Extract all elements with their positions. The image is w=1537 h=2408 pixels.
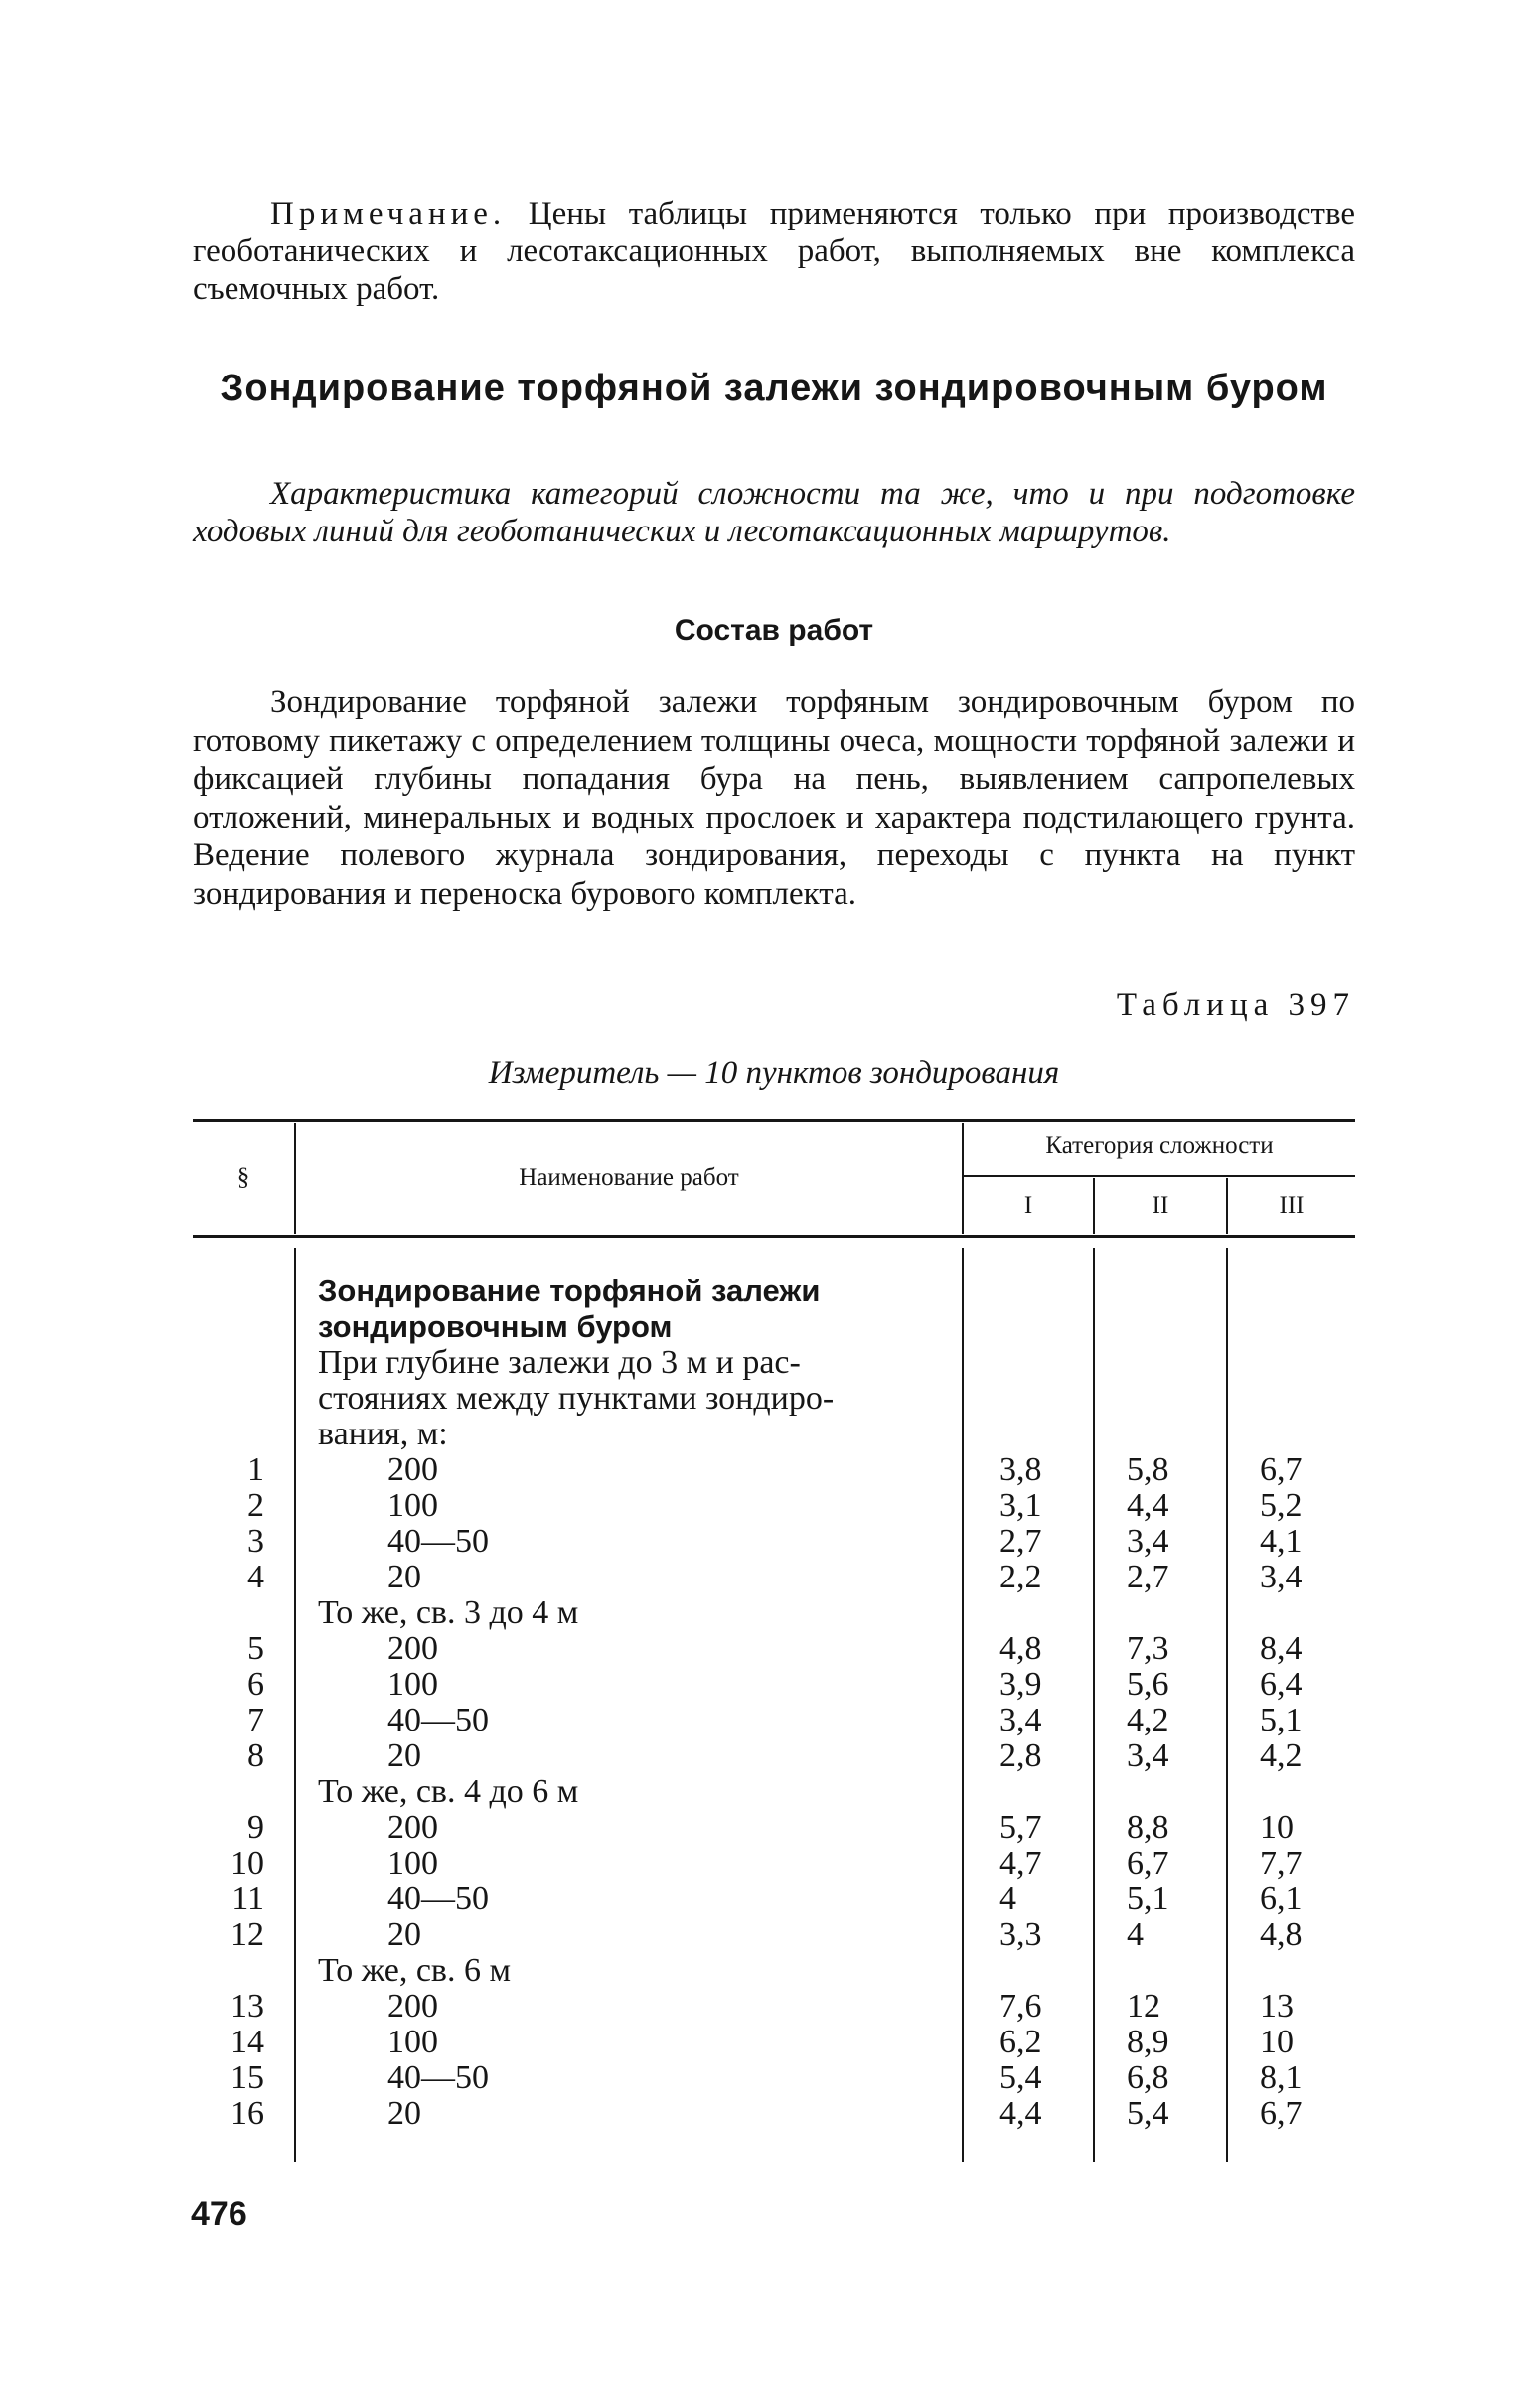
row-name: 200 [387,1630,438,1667]
row-value-cat2: 7,3 [1127,1630,1169,1667]
row-value-cat2: 5,1 [1127,1881,1169,1917]
row-section: 7 [247,1702,264,1738]
table-row [193,2096,1355,2132]
row-value-cat1: 4,7 [999,1845,1042,1881]
row-section: 13 [231,1988,264,2025]
table-top-rule [193,1119,1355,1122]
row-value-cat3: 13 [1260,1988,1294,2025]
row-section: 12 [231,1916,264,1953]
row-name: То же, св. 3 до 4 м [318,1594,579,1631]
header-section: § [236,1164,250,1191]
row-section: 14 [231,2024,264,2060]
row-value-cat1: 3,9 [999,1666,1042,1703]
table-row [193,1524,1355,1560]
header-name: Наименование работ [519,1164,739,1191]
header-category: Категория сложности [1045,1132,1274,1159]
row-section: 6 [247,1666,264,1703]
row-value-cat1: 4,8 [999,1630,1042,1667]
row-value-cat3: 6,1 [1260,1881,1303,1917]
row-name: 20 [387,1916,421,1953]
row-value-cat1: 3,1 [999,1487,1042,1524]
note-paragraph [193,195,1355,308]
page-number: 476 [191,2195,247,2233]
row-name: 20 [387,1737,421,1774]
table-row [193,2025,1355,2060]
row-value-cat1: 6,2 [999,2024,1042,2060]
header-cat2: II [1152,1192,1169,1219]
table-measure: Измеритель — 10 пунктов зондирования [488,1055,1060,1091]
row-value-cat1: 3,4 [999,1702,1042,1738]
row-section: 5 [247,1630,264,1667]
table-row [193,1309,1355,1345]
row-section: 10 [231,1845,264,1881]
row-value-cat2: 2,7 [1127,1559,1169,1595]
row-name: 40—50 [387,1523,489,1560]
row-value-cat1: 5,7 [999,1809,1042,1846]
header-cat1: I [1023,1192,1033,1219]
row-value-cat3: 5,1 [1260,1702,1303,1738]
table-row [193,1703,1355,1738]
row-name: 20 [387,1559,421,1595]
row-section: 4 [247,1559,264,1595]
row-value-cat2: 6,8 [1127,2059,1169,2096]
row-name: 200 [387,1988,438,2025]
row-value-cat2: 8,9 [1127,2024,1169,2060]
row-name: 100 [387,1487,438,1524]
row-name: То же, св. 6 м [318,1952,512,1989]
row-name: 20 [387,2095,421,2132]
table-row [193,1774,1355,1810]
table-row [193,1345,1355,1381]
row-value-cat3: 6,4 [1260,1666,1303,1703]
table-row [193,1953,1355,1989]
row-value-cat1: 5,4 [999,2059,1042,2096]
table-row [193,1452,1355,1488]
row-name: вания, м: [318,1416,448,1452]
row-name: зондировочным буром [318,1309,673,1344]
row-value-cat1: 4 [999,1881,1016,1917]
row-value-cat2: 3,4 [1127,1523,1169,1560]
row-section: 11 [231,1881,264,1917]
row-value-cat3: 4,1 [1260,1523,1303,1560]
table-row [193,2060,1355,2096]
row-value-cat1: 3,3 [999,1916,1042,1953]
row-name: 100 [387,1666,438,1703]
table-row [193,1846,1355,1881]
row-value-cat2: 4 [1127,1916,1144,1953]
row-section: 1 [247,1451,264,1488]
row-section: 2 [247,1487,264,1524]
row-section: 8 [247,1737,264,1774]
row-value-cat3: 3,4 [1260,1559,1303,1595]
row-value-cat2: 3,4 [1127,1737,1169,1774]
row-value-cat1: 2,8 [999,1737,1042,1774]
row-value-cat2: 5,4 [1127,2095,1169,2132]
row-value-cat3: 8,1 [1260,2059,1303,2096]
row-value-cat1: 7,6 [999,1988,1042,2025]
row-value-cat1: 3,8 [999,1451,1042,1488]
table-row [193,1881,1355,1917]
table-row [193,1989,1355,2025]
row-section: 16 [231,2095,264,2132]
header-cat3: III [1279,1192,1305,1219]
table-row [193,1738,1355,1774]
composition-paragraph: Зондирование торфяной залежи торфяным зондировочным буром по готовому пикетажу с определением толщины очеса, мощности торфяной залежи и фиксацией глубины попадания бура на пень, выявлением сапропелевых отложений, минеральных и водных прослоек и характера подстилающего грунта. Ведение полевого журнала зондирования, переходы с пункта на пункт зондирования и переноска бурового комплекта. [193,684,1355,912]
row-value-cat2: 4,4 [1127,1487,1169,1524]
table-row [193,1595,1355,1631]
row-value-cat1: 4,4 [999,2095,1042,2132]
table-row [193,1631,1355,1667]
row-name: Зондирование торфяной залежи [318,1274,821,1308]
row-value-cat2: 5,6 [1127,1666,1169,1703]
row-value-cat3: 10 [1260,1809,1294,1846]
table-row [193,1381,1355,1417]
table-row [193,1274,1355,1309]
row-value-cat1: 2,7 [999,1523,1042,1560]
row-name: 40—50 [387,2059,489,2096]
note-label: Примечание. [270,196,507,231]
row-value-cat2: 4,2 [1127,1702,1169,1738]
row-name: стояниях между пунктами зондиро- [318,1380,835,1417]
row-value-cat3: 5,2 [1260,1487,1303,1524]
row-name: 40—50 [387,1881,489,1917]
row-value-cat2: 12 [1127,1988,1160,2025]
row-value-cat3: 6,7 [1260,1451,1303,1488]
row-section: 15 [231,2059,264,2096]
row-section: 3 [247,1523,264,1560]
characteristics-paragraph: Характеристика категорий сложности та же, что и при подготовке ходовых линий для геоботанических и лесотаксационных маршрутов. [193,476,1355,549]
row-value-cat3: 8,4 [1260,1630,1303,1667]
table-row [193,1417,1355,1452]
row-name: То же, св. 4 до 6 м [318,1773,579,1810]
section-title: Зондирование торфяной залежи зондировочным буром [220,368,1328,409]
row-value-cat3: 7,7 [1260,1845,1303,1881]
row-value-cat3: 4,8 [1260,1916,1303,1953]
row-value-cat2: 6,7 [1127,1845,1169,1881]
row-name: 100 [387,1845,438,1881]
table-number: Таблица 397 [1116,987,1355,1023]
row-name: 200 [387,1809,438,1846]
table-body [193,1274,1355,2132]
row-value-cat3: 6,7 [1260,2095,1303,2132]
row-name: 40—50 [387,1702,489,1738]
note-text: Цены таблицы применяются только при производстве геоботанических и лесотаксационных работ, выполняемых вне комплекса съемочных работ. [193,196,1355,307]
row-value-cat2: 5,8 [1127,1451,1169,1488]
row-value-cat2: 8,8 [1127,1809,1169,1846]
row-value-cat3: 4,2 [1260,1737,1303,1774]
category-divider-rule [964,1175,1355,1177]
row-name: При глубине залежи до 3 м и рас- [318,1344,801,1381]
table-row [193,1560,1355,1595]
row-value-cat3: 10 [1260,2024,1294,2060]
row-name: 200 [387,1451,438,1488]
row-value-cat1: 2,2 [999,1559,1042,1595]
composition-title: Состав работ [674,614,874,647]
table-row [193,1810,1355,1846]
header-bottom-rule [193,1235,1355,1238]
row-name: 100 [387,2024,438,2060]
row-section: 9 [247,1809,264,1846]
table-row [193,1488,1355,1524]
table-row [193,1917,1355,1953]
table-row [193,1667,1355,1703]
